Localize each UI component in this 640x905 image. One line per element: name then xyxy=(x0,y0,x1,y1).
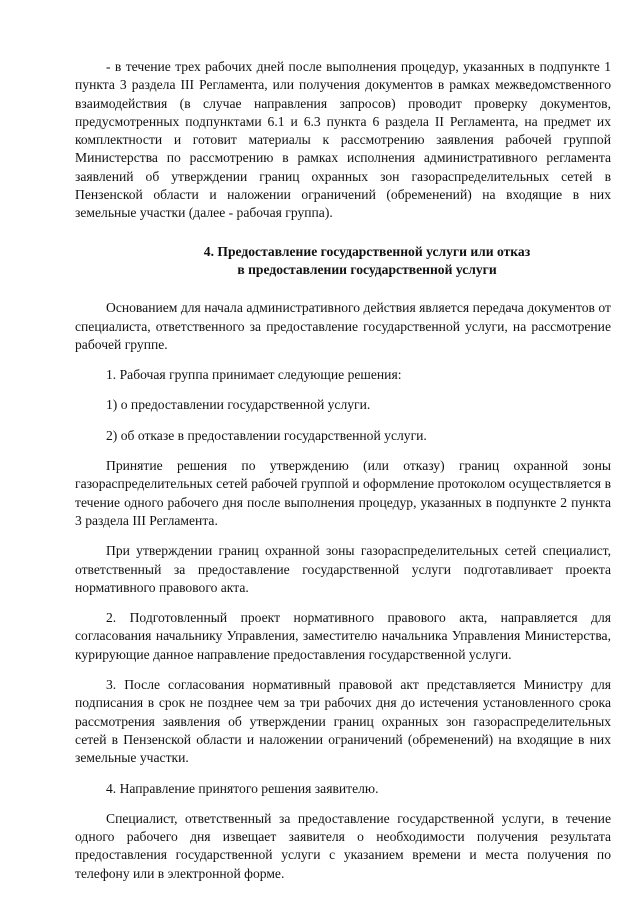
document-page xyxy=(75,58,611,883)
section-heading xyxy=(75,243,611,280)
paragraph-approval: 2. Подготовленный проект нормативного правового акта, направляется для согласования начальнику Управления, заместителю начальника Управления Министерства, курирующие данное направление предоставления государственной услуги. xyxy=(75,610,611,662)
intro-paragraph: - в течение трех рабочих дней после выполнения процедур, указанных в подпункте 1 пункта 3 раздела III Регламента, или получения документов в рамках межведомственного взаимодействия (в случае направления запросов) проводит проверку документов, предусмотренных подпунктами 6.1 и 6.3 пункта 6 раздела II Регламента, на предмет их комплектности и готовит материалы к рассмотрению заявления рабочей группой Министерства по рассмотрению в рамках исполнения административного регламента заявлений об утверждении границ охранных зон газораспределительных сетей в Пензенской области и наложении ограничений (обременений) на входящие в них земельные участки (далее - рабочая группа). xyxy=(75,59,611,221)
paragraph-signing: 3. После согласования нормативный правовой акт представляется Министру для подписания в срок не позднее чем за три рабочих дня до истечения установленного срока рассмотрения заявления об утверждении границ охранных зон газораспределительных сетей в Пензенской области и наложении ограничений (обременений) на входящие в них земельные участки. xyxy=(75,677,611,766)
paragraph-decision-timing: Принятие решения по утверждению (или отказу) границ охранной зоны газораспределительных сетей рабочей группой и оформление протоколом осуществляется в течение одного рабочего дня после выполнения процедур, указанных в подпункте 2 пункта 3 раздела III Регламента. xyxy=(75,458,611,528)
section-heading-line2: в предоставлении государственной услуги xyxy=(237,261,497,277)
paragraph-decisions: 1. Рабочая группа принимает следующие решения: xyxy=(106,367,402,383)
paragraph-basis: Основанием для начала административного действия является передача документов от специалиста, ответственного за предоставление государственной услуги, на рассмотрение рабочей группе. xyxy=(75,300,611,352)
paragraph-decision-grant: 1) о предоставлении государственной услуги. xyxy=(106,397,371,413)
paragraph-notification: Специалист, ответственный за предоставление государственной услуги, в течение одного рабочего дня извещает заявителя о необходимости получения результата предоставления государственной услуги с указанием времени и места получения по телефону или в электронной форме. xyxy=(75,810,611,881)
paragraph-draft-act: При утверждении границ охранной зоны газораспределительных сетей специалист, ответственный за предоставление государственной услуги подготавливает проекта нормативного правового акта. xyxy=(75,543,611,595)
paragraph-decision-refuse: 2) об отказе в предоставлении государственной услуги. xyxy=(106,427,427,443)
paragraph-notification-title: 4. Направление принятого решения заявителю. xyxy=(106,780,379,796)
section-heading-line1: 4. Предоставление государственной услуги или отказ xyxy=(203,243,531,259)
